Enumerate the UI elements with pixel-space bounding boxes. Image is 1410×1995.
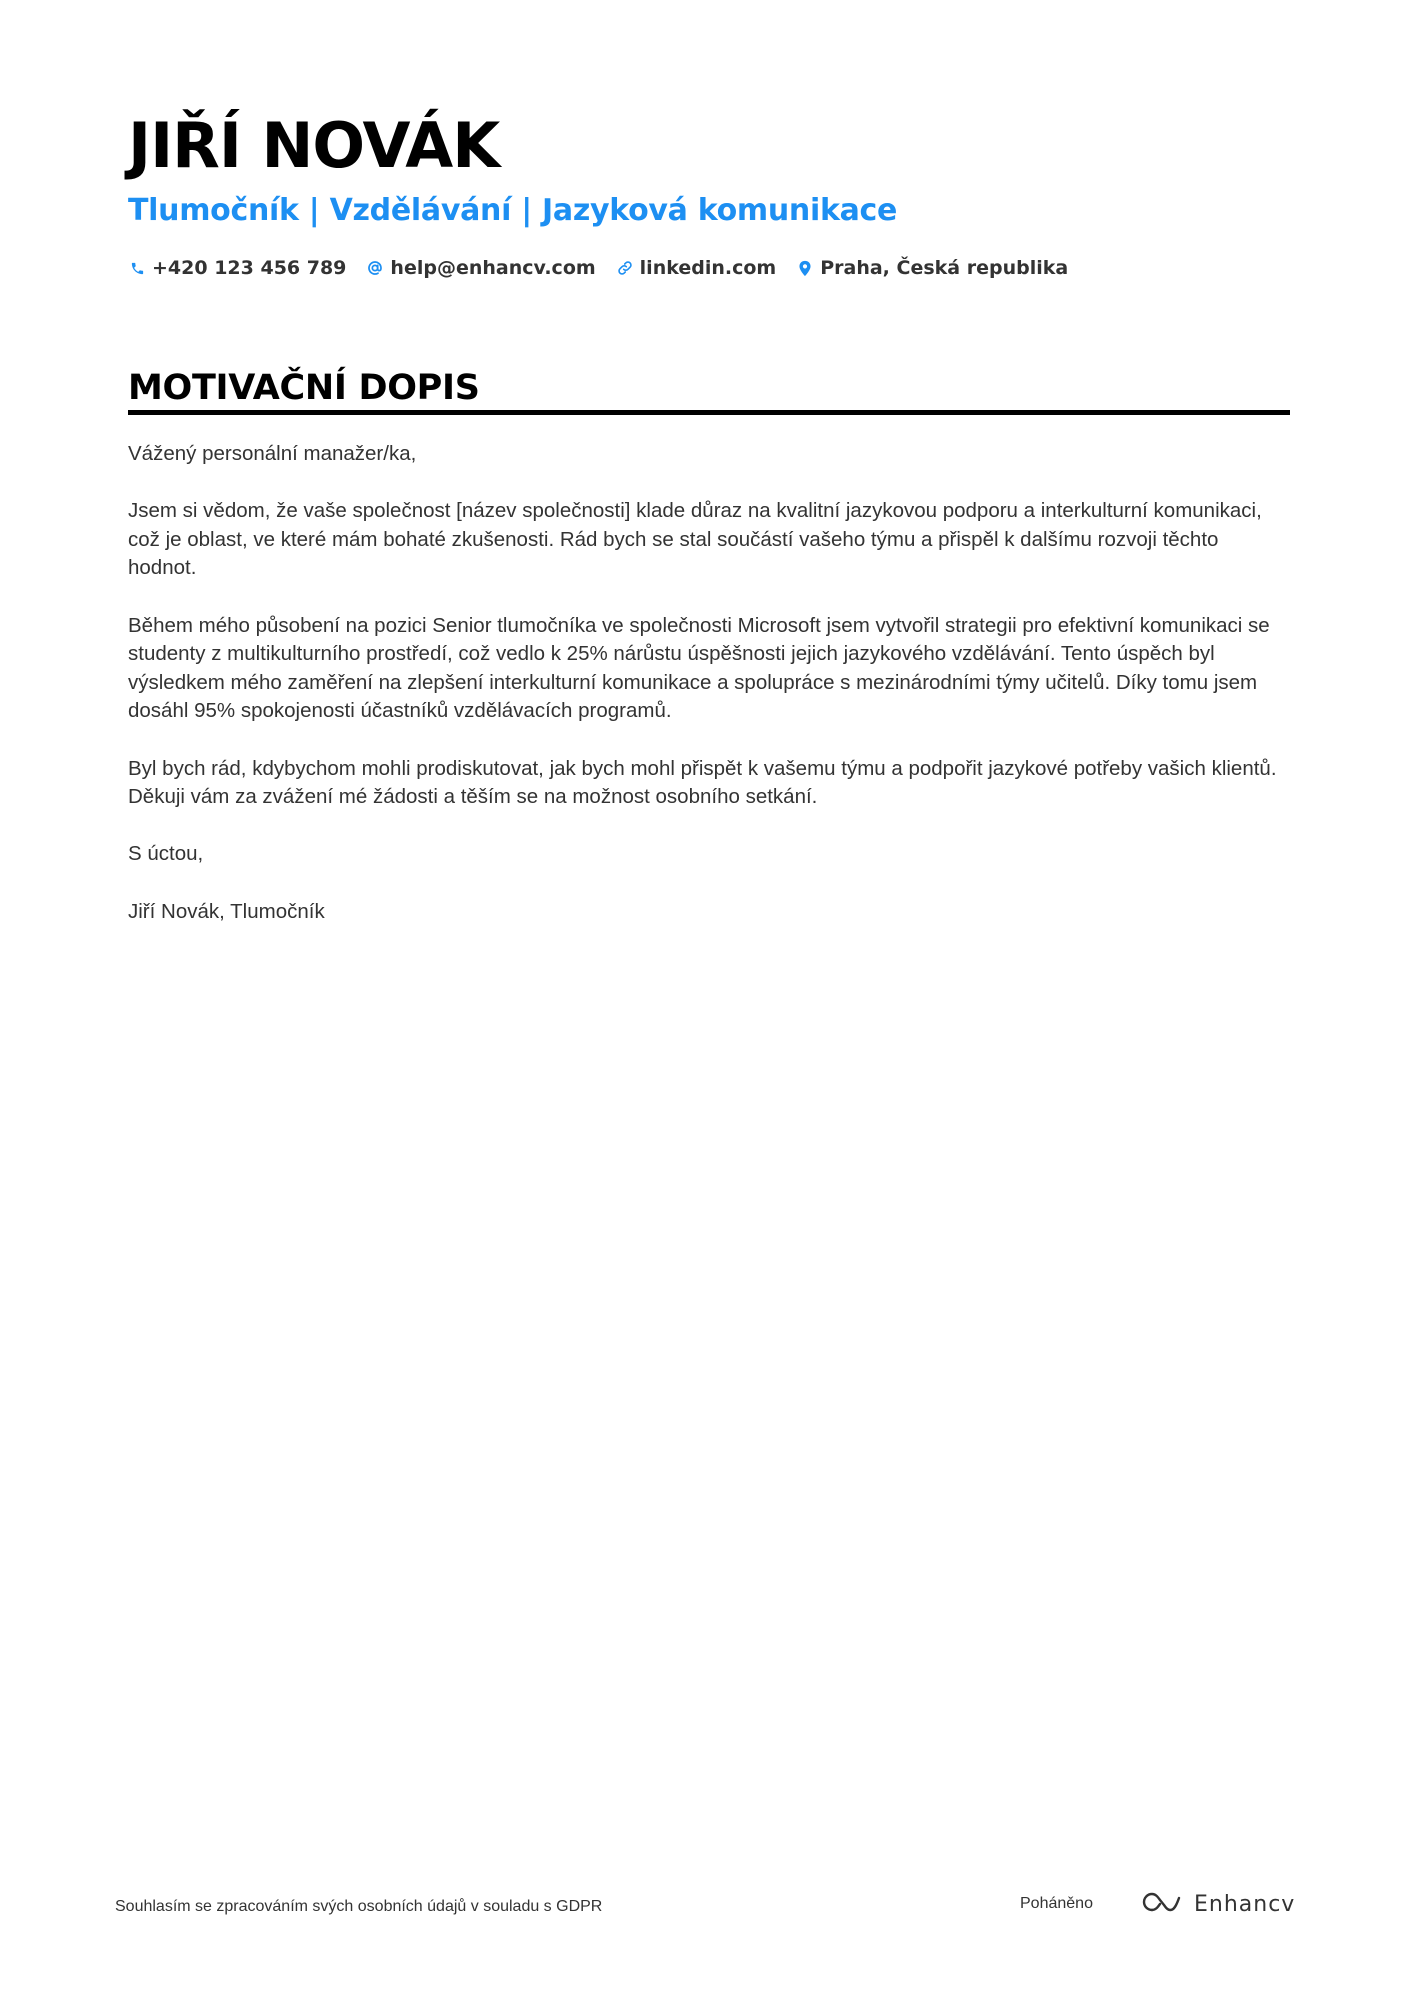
enhancv-logo-text: Enhancv	[1194, 1891, 1296, 1917]
candidate-name: JIŘÍ NOVÁK	[128, 109, 500, 182]
contact-linkedin-text: linkedin.com	[639, 257, 777, 279]
phone-icon	[128, 259, 146, 277]
contact-bar	[128, 254, 1088, 282]
contact-phone	[128, 257, 346, 279]
contact-email[interactable]	[366, 257, 595, 279]
contact-linkedin[interactable]	[616, 257, 777, 279]
section-title: MOTIVAČNÍ DOPIS	[128, 368, 480, 408]
contact-location-text: Praha, Česká republika	[820, 257, 1069, 279]
letter-body	[128, 440, 1290, 955]
letter-closing: S úctou,	[128, 842, 204, 866]
link-icon	[616, 259, 634, 277]
powered-by-label: Poháněno	[1020, 1895, 1093, 1912]
contact-email-text: help@enhancv.com	[390, 257, 596, 279]
letter-paragraph: Byl bych rád, kdybychom mohli prodiskutovat, jak bych mohl přispět k vašemu týmu a podpořit jazykové potřeby vašich klientů. Děkuji vám za zvážení mé žádosti a těším se na možnost osobního setkání.	[128, 756, 1277, 809]
candidate-title: Tlumočník | Vzdělávání | Jazyková komunikace	[128, 193, 898, 228]
section-divider	[128, 410, 1290, 415]
gdpr-consent: Souhlasím se zpracováním svých osobních údajů v souladu s GDPR	[115, 1898, 603, 1915]
letter-paragraph: Jsem si vědom, že vaše společnost [název společnosti] klade důraz na kvalitní jazykovou podporu a interkulturní komunikaci, což je oblast, ve které mám bohaté zkušenosti. Rád bych se stal součástí vašeho týmu a přispěl k dalšímu rozvoji těchto hodnot.	[128, 499, 1262, 580]
contact-phone-text: +420 123 456 789	[152, 257, 347, 279]
letter-signature: Jiří Novák, Tlumočník	[128, 899, 325, 923]
letter-paragraph: Během mého působení na pozici Senior tlumočníka ve společnosti Microsoft jsem vytvořil strategii pro efektivní komunikaci se studenty z multikulturního prostředí, což vedlo k 25% nárůstu úspěšnosti jejich jazykového vzdělávání. Tento úspěch byl výsledkem mého zaměření na zlepšení interkulturní komunikace a spolupráce s mezinárodními týmy učitelů. Díky tomu jsem dosáhl 95% spokojenosti účastníků vzdělávacích programů.	[128, 613, 1270, 723]
map-pin-icon	[796, 259, 814, 277]
contact-location	[796, 257, 1068, 279]
enhancv-logo[interactable]	[1140, 1890, 1295, 1918]
enhancv-logo-icon	[1140, 1890, 1186, 1919]
letter-salutation: Vážený personální manažer/ka,	[128, 442, 417, 465]
at-icon	[366, 259, 384, 277]
